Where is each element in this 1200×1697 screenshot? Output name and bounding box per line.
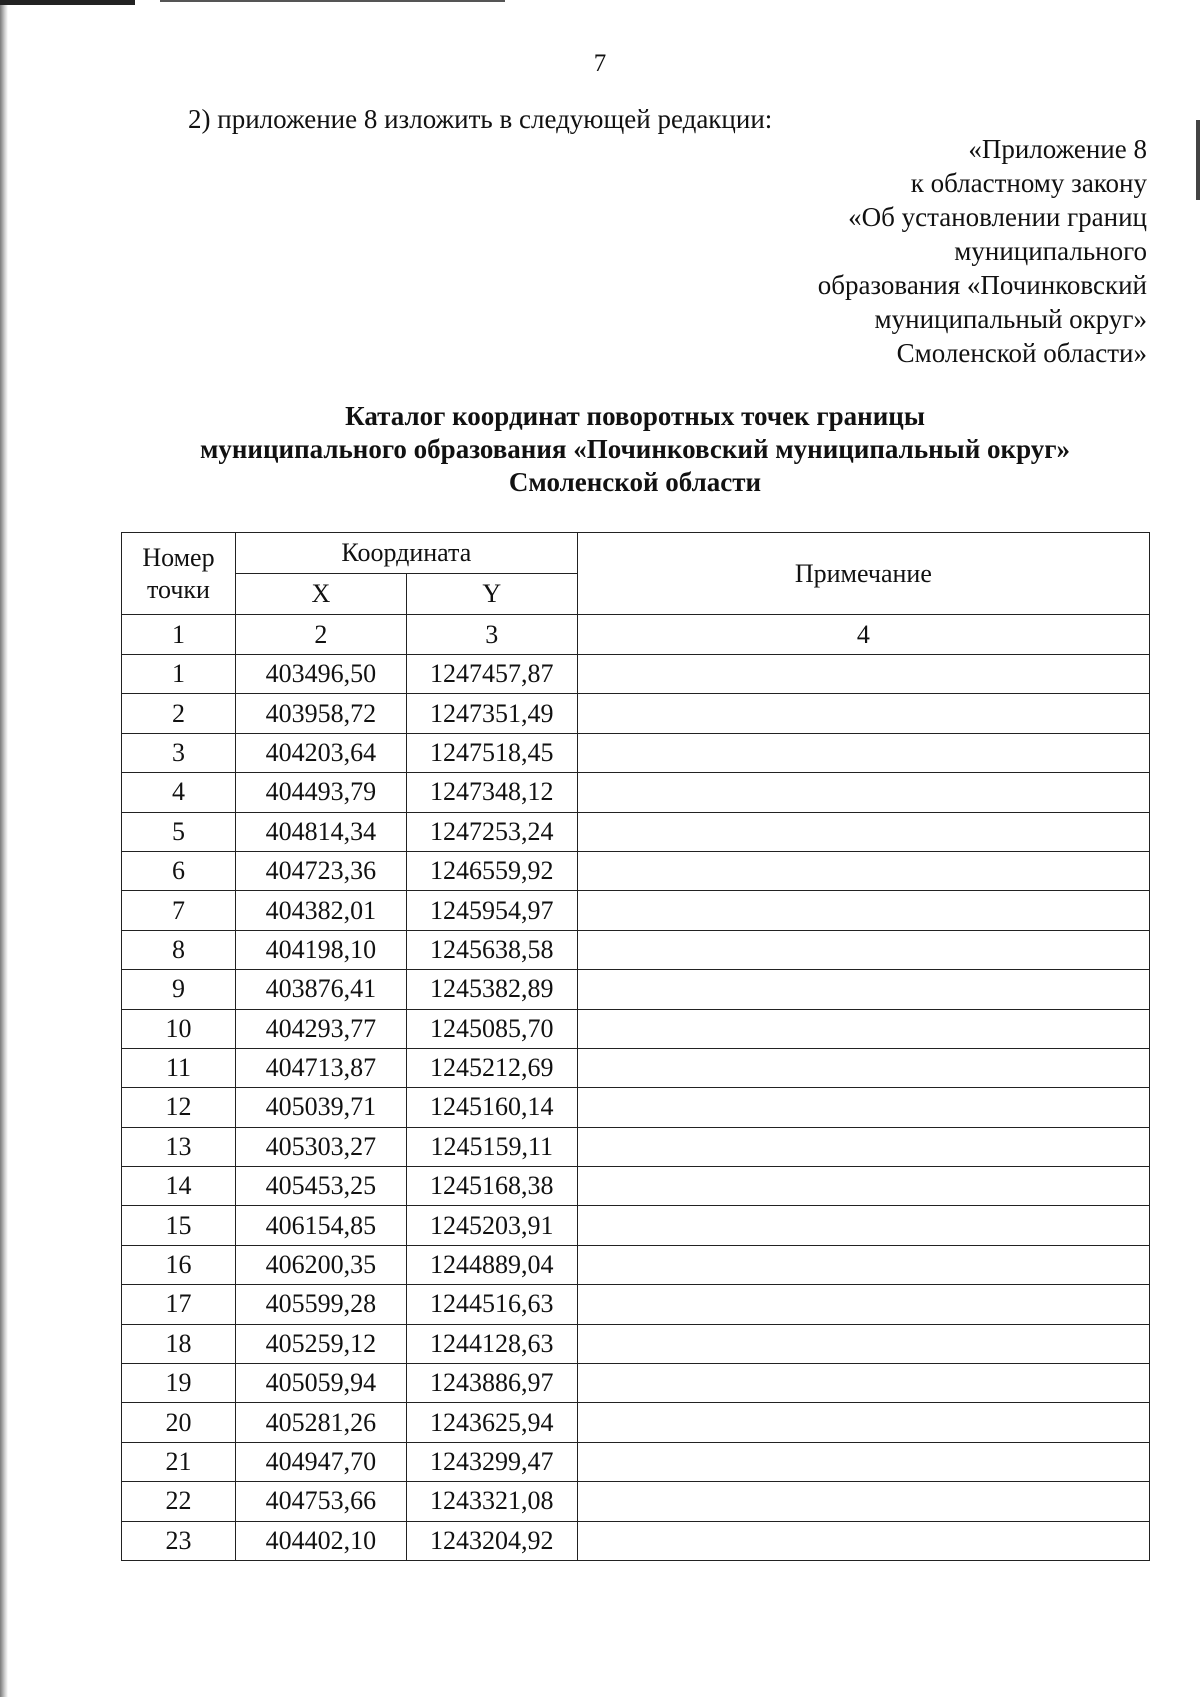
table-row [122,1127,1150,1166]
point-number-cell: 3 [122,733,236,772]
table-row [122,1088,1150,1127]
point-number-cell: 8 [122,930,236,969]
x-coordinate-cell: 404293,77 [235,1009,406,1048]
point-number-cell: 6 [122,851,236,890]
column-number-row [122,615,1150,655]
scan-artifact-mark [1196,120,1200,200]
point-number-cell: 21 [122,1442,236,1481]
x-coordinate-cell: 405453,25 [235,1167,406,1206]
table-row [122,970,1150,1009]
coordinate-header: Координата [235,533,577,574]
note-cell [577,1245,1149,1284]
x-coordinate-cell: 404493,79 [235,773,406,812]
table-row [122,1048,1150,1087]
note-cell [577,891,1149,930]
point-number-cell: 4 [122,773,236,812]
point-number-cell: 19 [122,1364,236,1403]
appendix-line: Смоленской области» [896,338,1147,368]
point-number-cell: 1 [122,655,236,694]
x-coordinate-cell: 403958,72 [235,694,406,733]
y-coordinate-cell: 1243886,97 [406,1364,577,1403]
table-row [122,1324,1150,1363]
table-row [122,1403,1150,1442]
column-number: 2 [235,615,406,655]
point-number-cell: 10 [122,1009,236,1048]
appendix-header [818,132,1147,370]
y-coordinate-cell: 1243321,08 [406,1482,577,1521]
y-coordinate-cell: 1245203,91 [406,1206,577,1245]
appendix-line: муниципальный округ» [874,304,1147,334]
note-cell [577,1521,1149,1560]
x-coordinate-cell: 404402,10 [235,1521,406,1560]
table-row [122,1521,1150,1560]
x-coordinate-cell: 405303,27 [235,1127,406,1166]
x-coordinate-cell: 403876,41 [235,970,406,1009]
y-coordinate-cell: 1246559,92 [406,851,577,890]
x-coordinate-cell: 405039,71 [235,1088,406,1127]
header-text: Номер [142,542,215,572]
appendix-line: к областному закону [910,168,1147,198]
scan-artifact-line [160,0,505,2]
title-line: муниципального образования «Починковский муниципальный округ» [199,434,1071,464]
point-number-cell: 18 [122,1324,236,1363]
x-coordinate-cell: 404814,34 [235,812,406,851]
y-coordinate-cell: 1245212,69 [406,1048,577,1087]
x-coordinate-cell: 406200,35 [235,1245,406,1284]
y-coordinate-cell: 1244889,04 [406,1245,577,1284]
note-cell [577,733,1149,772]
x-coordinate-cell: 404713,87 [235,1048,406,1087]
header-text: точки [146,574,210,604]
appendix-line: муниципального [954,236,1147,266]
y-coordinate-cell: 1247518,45 [406,733,577,772]
point-number-cell: 22 [122,1482,236,1521]
y-coordinate-cell: 1247348,12 [406,773,577,812]
point-number-cell: 14 [122,1167,236,1206]
note-cell [577,1048,1149,1087]
y-coordinate-cell: 1245159,11 [406,1127,577,1166]
y-coordinate-cell: 1247457,87 [406,655,577,694]
x-coordinate-cell: 404203,64 [235,733,406,772]
point-number-cell: 20 [122,1403,236,1442]
y-coordinate-cell: 1244128,63 [406,1324,577,1363]
table-row [122,1206,1150,1245]
y-coordinate-cell: 1247253,24 [406,812,577,851]
column-number: 3 [406,615,577,655]
coordinates-table [121,532,1150,1561]
y-coordinate-cell: 1247351,49 [406,694,577,733]
note-header: Примечание [577,533,1149,615]
point-number-cell: 5 [122,812,236,851]
note-cell [577,1482,1149,1521]
x-coordinate-cell: 404198,10 [235,930,406,969]
table-row [122,1285,1150,1324]
note-cell [577,1167,1149,1206]
table-row [122,1442,1150,1481]
x-coordinate-cell: 404723,36 [235,851,406,890]
note-cell [577,655,1149,694]
title-line: Каталог координат поворотных точек границы [345,401,925,431]
point-number-cell: 17 [122,1285,236,1324]
catalog-title [0,400,1200,499]
table-row [122,694,1150,733]
x-coordinate-cell: 405059,94 [235,1364,406,1403]
y-coordinate-cell: 1243625,94 [406,1403,577,1442]
y-coordinate-cell: 1245382,89 [406,970,577,1009]
y-coordinate-cell: 1245085,70 [406,1009,577,1048]
note-cell [577,1009,1149,1048]
table-row [122,1482,1150,1521]
note-cell [577,1324,1149,1363]
x-coordinate-cell: 405259,12 [235,1324,406,1363]
point-number-cell: 2 [122,694,236,733]
note-cell [577,694,1149,733]
column-number: 1 [122,615,236,655]
note-cell [577,1127,1149,1166]
y-coordinate-cell: 1245160,14 [406,1088,577,1127]
note-cell [577,1206,1149,1245]
point-number-cell: 12 [122,1088,236,1127]
y-coordinate-cell: 1245954,97 [406,891,577,930]
note-cell [577,1442,1149,1481]
point-number-cell: 15 [122,1206,236,1245]
table-row [122,1167,1150,1206]
page-number: 7 [593,50,607,77]
point-number-cell: 7 [122,891,236,930]
x-coordinate-cell: 406154,85 [235,1206,406,1245]
y-header: Y [406,574,577,615]
note-cell [577,930,1149,969]
amendment-intro: 2) приложение 8 изложить в следующей редакции: [188,104,773,134]
table-row [122,655,1150,694]
table-row [122,733,1150,772]
table-row [122,930,1150,969]
x-coordinate-cell: 404947,70 [235,1442,406,1481]
table-row [122,812,1150,851]
table-row [122,773,1150,812]
y-coordinate-cell: 1245168,38 [406,1167,577,1206]
scan-edge-shadow [0,0,8,1697]
table-row [122,1009,1150,1048]
appendix-line: «Приложение 8 [968,134,1147,164]
x-coordinate-cell: 405599,28 [235,1285,406,1324]
point-number-header [122,533,236,615]
point-number-cell: 11 [122,1048,236,1087]
column-number: 4 [577,615,1149,655]
note-cell [577,970,1149,1009]
note-cell [577,1364,1149,1403]
y-coordinate-cell: 1243204,92 [406,1521,577,1560]
point-number-cell: 23 [122,1521,236,1560]
note-cell [577,812,1149,851]
y-coordinate-cell: 1245638,58 [406,930,577,969]
x-coordinate-cell: 404382,01 [235,891,406,930]
scan-artifact-bar [0,0,135,5]
y-coordinate-cell: 1244516,63 [406,1285,577,1324]
point-number-cell: 16 [122,1245,236,1284]
x-coordinate-cell: 405281,26 [235,1403,406,1442]
x-coordinate-cell: 404753,66 [235,1482,406,1521]
appendix-line: «Об установлении границ [848,202,1147,232]
point-number-cell: 9 [122,970,236,1009]
appendix-line: образования «Починковский [817,270,1147,300]
note-cell [577,1088,1149,1127]
title-line: Смоленской области [508,467,762,497]
note-cell [577,851,1149,890]
table-row [122,851,1150,890]
note-cell [577,773,1149,812]
table-row [122,1245,1150,1284]
table-row [122,1364,1150,1403]
y-coordinate-cell: 1243299,47 [406,1442,577,1481]
x-header: X [235,574,406,615]
table-row [122,891,1150,930]
point-number-cell: 13 [122,1127,236,1166]
note-cell [577,1285,1149,1324]
note-cell [577,1403,1149,1442]
x-coordinate-cell: 403496,50 [235,655,406,694]
